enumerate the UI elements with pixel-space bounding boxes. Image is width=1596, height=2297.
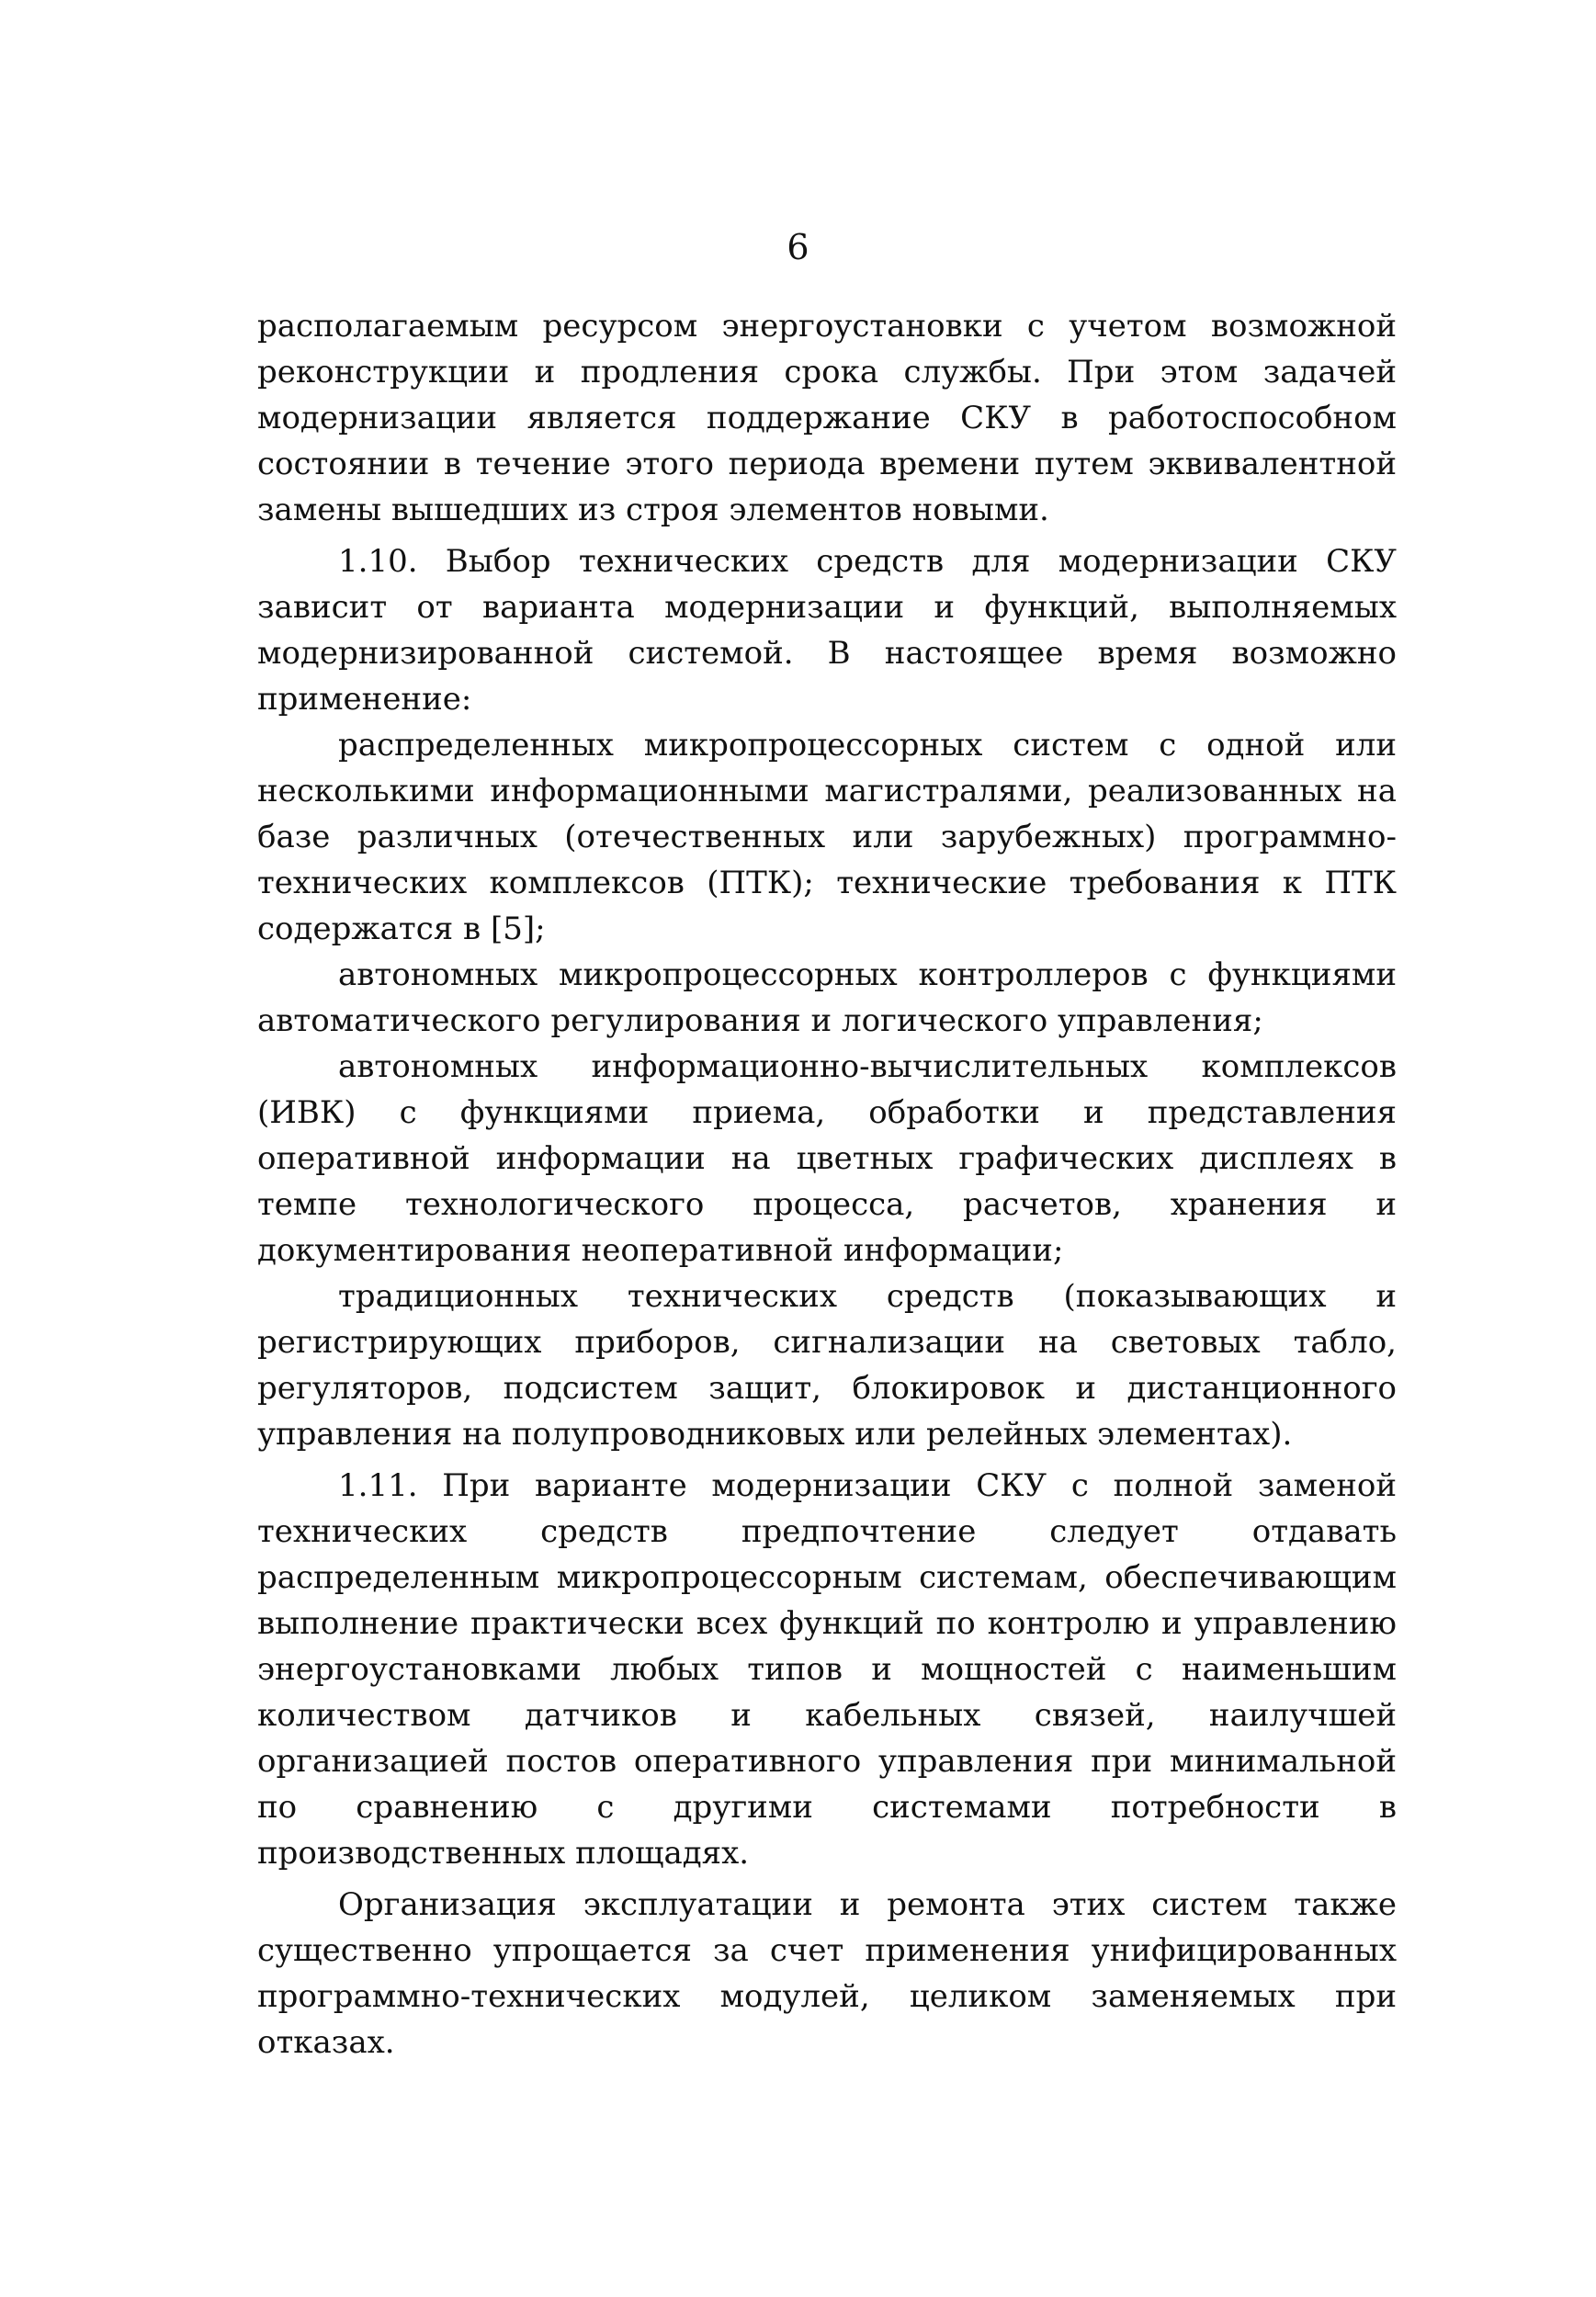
list-item-ivk-complexes: автономных информационно-вычислительных комплексов (ИВК) с функциями приема, обработки и представления оперативной информации на цветных графических дисплеях в темпе технологического процесса, расчетов, хранения и документирования неоперативной информации; — [257, 1048, 1397, 1269]
list-item-autonomous-controllers: автономных микропроцессорных контроллеров с функциями автоматического регулирования и логического управления; — [257, 956, 1397, 1039]
paragraph-section-1-11: 1.11. При варианте модернизации СКУ с полной заменой технических средств предпочтение следует отдавать распределенным микропроцессорным системам, обеспечивающим выполнение практически всех функций по контролю и управлению энергоустановками любых типов и мощностей с наименьшим количеством датчиков и кабельных связей, наилучшей организацией постов оперативного управления при минимальной по сравнению с другими системами потребности в производственных площадях. — [257, 1467, 1397, 1872]
paragraph-section-1-10: 1.10. Выбор технических средств для модернизации СКУ зависит от варианта модернизации и функций, выполняемых модернизированной системой. В настоящее время возможно применение: — [257, 543, 1397, 718]
paragraph-maintenance: Организация эксплуатации и ремонта этих систем также существенно упрощается за счет применения унифицированных программно-технических модулей, целиком заменяемых при отказах. — [257, 1886, 1397, 2061]
list-item-traditional-means: традиционных технических средств (показывающих и регистрирующих приборов, сигнализации на световых табло, регуляторов, подсистем защит, блокировок и дистанционного управления на полупроводниковых или релейных элементах). — [257, 1278, 1397, 1453]
paragraph-continuation: располагаемым ресурсом энергоустановки с учетом возможной реконструкции и продления срока службы. При этом задачей модернизации является поддержание СКУ в работоспособном состоянии в течение этого периода времени путем эквивалентной замены вышедших из строя элементов новыми. — [257, 308, 1397, 528]
page-number: 6 — [787, 227, 809, 267]
document-body — [257, 303, 1397, 2065]
list-item-distributed-systems: распределенных микропроцессорных систем с одной или несколькими информационными магистралями, реализованных на базе различных (отечественных или зарубежных) программно-технических комплексов (ПТК); технические требования к ПТК содержатся в [5]; — [257, 727, 1397, 947]
